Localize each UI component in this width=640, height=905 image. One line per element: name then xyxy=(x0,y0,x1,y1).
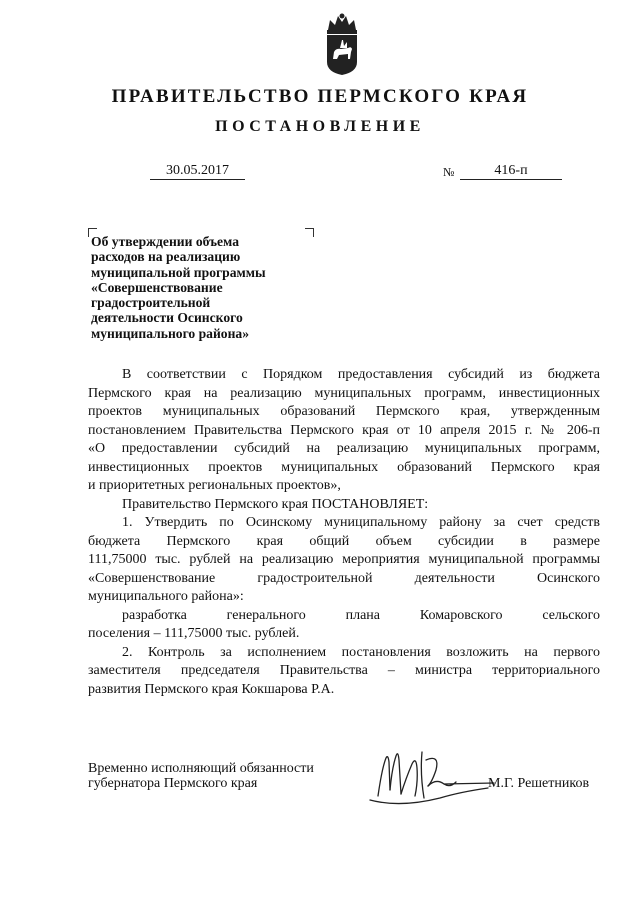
body-line: муниципального района»: xyxy=(88,589,244,604)
body-line: проектов муниципальных образований Пермского края, утвержденным xyxy=(88,404,600,419)
body-line: бюджета Пермского края общий объем субсидии в размере xyxy=(88,533,600,549)
subject-line: муниципальной программы xyxy=(91,264,266,280)
body-line: инвестиционных проектов муниципальных образований Пермского края xyxy=(88,459,600,475)
document-body xyxy=(88,366,600,699)
document-number: 416-п xyxy=(460,163,562,180)
subject-line: расходов на реализацию xyxy=(91,249,241,265)
body-line: и приоритетных региональных проектов», xyxy=(88,478,341,493)
subject-line: муниципального района» xyxy=(91,325,250,341)
body-line: 111,75000 тыс. рублей на реализацию мероприятия муниципальной программы xyxy=(88,552,600,567)
body-line: «О предоставлении субсидий на реализацию муниципальных программ, xyxy=(88,441,600,456)
document-subject xyxy=(91,234,311,341)
handwritten-signature xyxy=(360,738,500,816)
body-line: разработка генерального плана Комаровского сельского xyxy=(122,607,600,623)
government-title: ПРАВИТЕЛЬСТВО ПЕРМСКОГО КРАЯ xyxy=(111,86,529,107)
body-line: заместителя председателя Правительства – министра территориального xyxy=(88,663,600,678)
body-line: Пермского края на реализацию муниципальных программ, инвестиционных xyxy=(88,385,600,401)
body-line: постановлением Правительства Пермского края от 10 апреля 2015 г. № 206-п xyxy=(88,422,600,438)
body-line: 1. Утвердить по Осинскому муниципальному району за счет средств xyxy=(122,515,600,530)
paragraph-item-1 xyxy=(88,514,600,607)
subject-line: Об утверждении объема xyxy=(91,234,240,249)
number-sign: № xyxy=(443,165,455,179)
paragraph-preamble xyxy=(88,366,600,496)
subject-line: «Совершенствование xyxy=(91,279,223,295)
paragraph-item-2 xyxy=(88,644,600,700)
subject-line: градостроительной xyxy=(91,295,211,311)
paragraph-subitem xyxy=(88,607,600,644)
signer-position xyxy=(88,761,314,791)
body-line: 2. Контроль за исполнением постановления возложить на первого xyxy=(122,644,600,660)
signer-position-line: губернатора Пермского края xyxy=(88,776,258,791)
body-line: В соответствии с Порядком предоставления субсидий из бюджета xyxy=(122,367,600,382)
signer-position-line: Временно исполняющий обязанности xyxy=(88,761,314,776)
coat-of-arms-icon xyxy=(322,12,362,76)
document-date: 30.05.2017 xyxy=(150,163,245,180)
decree-intro: Правительство Пермского края ПОСТАНОВЛЯЕТ: xyxy=(122,496,429,512)
body-line: развития Пермского края Кокшарова Р.А. xyxy=(88,681,335,697)
subject-line: деятельности Осинского xyxy=(91,310,243,326)
signer-name: М.Г. Решетников xyxy=(488,776,590,791)
body-line: «Совершенствование градостроительной деятельности Осинского xyxy=(88,570,600,586)
document-type: ПОСТАНОВЛЕНИЕ xyxy=(215,118,425,135)
body-line: поселения – 111,75000 тыс. рублей. xyxy=(88,626,300,641)
